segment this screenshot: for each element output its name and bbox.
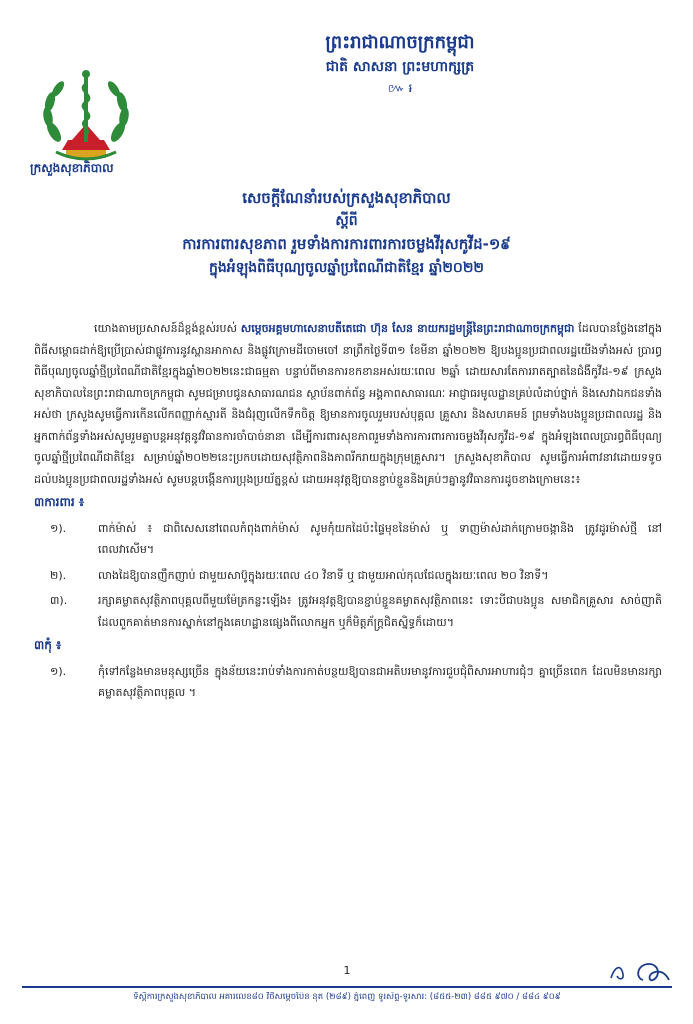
list-item	[34, 518, 662, 561]
list-item-number: ១).	[50, 664, 67, 678]
ministry-logo	[36, 62, 136, 166]
document-title	[60, 186, 633, 280]
national-motto: ជាតិ សាសនា ព្រះមហាក្សត្រ	[325, 59, 475, 75]
initials-signature	[605, 956, 675, 986]
document-body	[34, 318, 662, 704]
footer-address: ទីស្តីការក្រសួងសុខាភិបាល អគារលេខ៨០ វិថីសម្តេចប៉ែន នុត (២៨៩) ភ្នំពេញ ទូរស័ព្ទ-ទូរសារ: (៨៥៥-២៣) ៨៨៥ ៩៧០ / ៨៨៤ ៩០៩	[133, 992, 561, 1002]
title-line-4: ក្នុងអំឡុងពិធីបុណ្យចូលឆ្នាំប្រពៃណីជាតិខ្មែរ ឆ្នាំ២០២២	[208, 260, 485, 276]
section-title-protect: ៣ការពារ ៖	[34, 495, 85, 509]
footer-divider	[22, 986, 672, 988]
section-title-donts: ៣កុំ ៖	[34, 638, 62, 652]
list-item-number: ៣).	[50, 594, 68, 607]
title-line-3: ការការពារសុខភាព រួមទាំងការការពារការចម្លងវីរុសកូវីដ-១៩	[182, 235, 511, 253]
intro-highlight: សម្តេចអគ្គមហាសេនាបតីតេជោ ហ៊ុន សែន នាយករដ្ឋមន្ត្រីនៃព្រះរាជាណាចក្រកម្ពុជា	[240, 322, 575, 335]
list-item-text: ពាក់ម៉ាស់ ៖ ជាពិសេសនៅពេលកំពុងពាក់ម៉ាស់ សូមកុំយកដៃប៉ះផ្ទៃមុខនៃម៉ាស់ ឬ ទាញម៉ាស់ដាក់ក្រោមចង្កានិង ត្រូវដូរម៉ាស់ថ្មី នៅពេលវាសើម។	[98, 521, 662, 556]
intro-paragraph	[34, 318, 662, 490]
kingdom-name: ព្រះរាជាណាចក្រកម្ពុជា	[325, 32, 475, 53]
list-item-number: ១).	[50, 521, 67, 535]
header-ornament: ៚ ៛	[387, 81, 413, 95]
intro-rest: ដែលបានថ្លែងនៅក្នុងពិធីសម្ពោធដាក់ឱ្យប្រើប្រាស់ជាផ្លូវការនូវស្ពានអាកាស និងផ្លូវក្រោមដីចោមចៅ នាព្រឹកថ្ងៃទី៣១ ខែមីនា ឆ្នាំ២០២២ ឱ្យបងប្អូនប្រជាពលរដ្ឋយើងទាំងអស់ ប្រារព្ធពិធីបុណ្យចូលឆ្នាំថ្មីប្រពៃណីជាតិខ្មែរក្នុងឆ្នាំ២០២២នេះជាធម្មតា បន្ទាប់ពីមានការខកខានអស់រយៈពេល ២ឆ្នាំ ដោយសារតែការរាតត្បាតនៃជំងឺកូវីដ-១៩ ក្រសួងសុខាភិបាលនៃព្រះរាជាណាចក្រកម្ពុជា សូមជម្រាបជូនសាធារណជន ស្ថាប័នពាក់ព័ន្ធ អង្គភាពសាធារណៈ អាជ្ញាធរមូលដ្ឋានគ្រប់លំដាប់ថ្នាក់ និងសេវាឯកជនទាំងអស់ថា ក្រសួងសូមធ្វើការកើនលើកពញ្ញាក់ស្មារតី និងជំរុញលើកទឹកចិត្ត ឱ្យមានការចូលរួមរបស់បុគ្គល គ្រួសារ និងសហគមន៍ ព្រមទាំងបងប្អូនប្រជាពលរដ្ឋ និងអ្នកពាក់ព័ន្ធទាំងអស់សូមរួមគ្នាបន្តអនុវត្តនូវវិធានការចាំបាច់នានា ដើម្បីការពារសុខភាពរួមទាំងការការពារការចម្លងវីរុសកូវីដ-១៩ ក្នុងអំឡុងពេលប្រារព្ធពិធីបុណ្យចូលឆ្នាំថ្មីប្រពៃណីជាតិខ្មែរ សម្រាប់ឆ្នាំ២០២២នេះប្រកបដោយសុវត្ថិភាពនិងភាពរីករាយក្នុងក្រុមគ្រួសារ។ ក្រសួងសុខាភិបាល សូមធ្វើការអំពាវនាវដោយទទូចដល់បងប្អូនប្រជាពលរដ្ឋទាំងអស់ សូមបន្តបង្កើនការប្រុងប្រយ័ត្នខ្ពស់ ដោយអនុវត្តឱ្យបានខ្ជាប់ខ្ជួននិងគ្រប់ៗគ្នានូវវិធានការដូចខាងក្រោមនេះ៖	[34, 322, 663, 486]
kingdom-header	[200, 30, 600, 98]
title-line-2: ស្តីពី	[335, 213, 358, 229]
list-item	[34, 590, 662, 633]
list-item	[34, 661, 662, 704]
list-item-text: លាងដៃឱ្យបានញឹកញាប់ ជាមួយសាប៊ូក្នុងរយៈពេល ៤០ វិនាទី ឬ ជាមួយអាល់កុលជែលក្នុងរយៈពេល ២០ វិនាទី។	[98, 568, 549, 582]
intro-lead: យោងតាមប្រសាសន៍ដ៏ខ្ពង់ខ្ពស់របស់	[94, 322, 241, 335]
list-item	[34, 565, 662, 587]
list-item-text: រក្សាគម្លាតសុវត្ថិភាពបុគ្គលពីមួយម៉ែត្រកន្លះឡើង៖ ត្រូវអនុវត្តឱ្យបានខ្ជាប់ខ្ជួនគម្លាតសុវត្ថិភាពនេះ ទោះបីជាបងប្អូន សមាជិកគ្រួសារ សាច់ញាតិ ដែលពួកគាត់មានការស្នាក់នៅក្នុងគេហដ្ឋានផ្សេងពីលោកអ្នក ឬក៏មិត្តភ័ក្រ្តជិតស្និទ្ធក៏ដោយ។	[98, 594, 662, 629]
list-item-text: កុំទៅកន្លែងមានមនុស្សច្រើន ក្នុងន័យនេះរាប់ទាំងការកាត់បន្ថយឱ្យបានជាអតិបរមានូវការជួបជុំពិសារអាហារជុំៗ គ្នាច្រើនពេក ដែលមិនមានរក្សាគម្លាតសុវត្ថិភាពបុគ្គល ។	[98, 664, 662, 699]
ministry-name: ក្រសួងសុខាភិបាល	[30, 161, 114, 175]
page-number: 1	[343, 964, 351, 977]
list-item-number: ២).	[50, 568, 67, 582]
title-line-1: សេចក្តីណែនាំរបស់ក្រសួងសុខាភិបាល	[242, 189, 451, 207]
